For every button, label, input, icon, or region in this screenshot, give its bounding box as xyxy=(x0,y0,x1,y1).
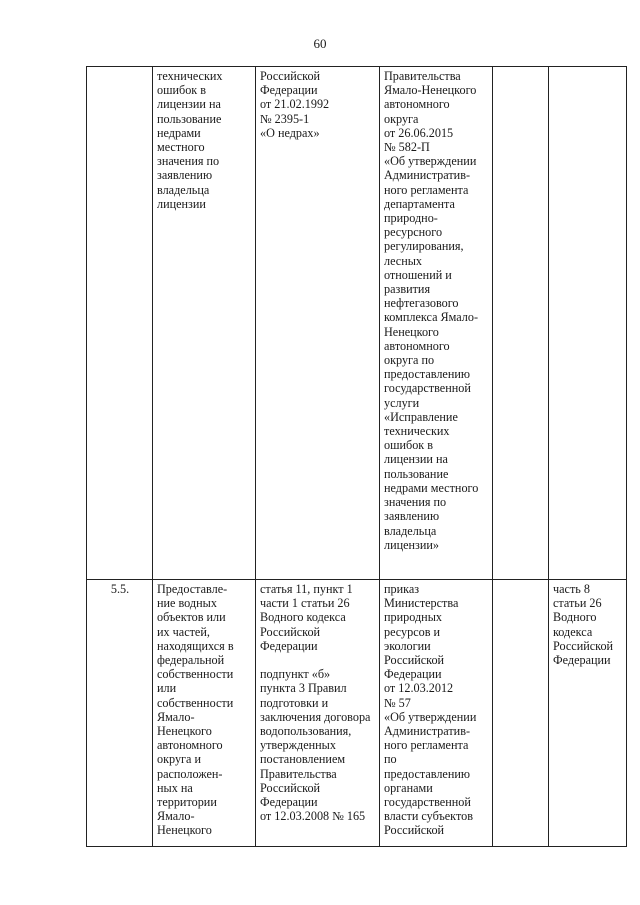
notes-cell xyxy=(549,67,627,580)
services-table xyxy=(86,66,627,847)
notes-cell: часть 8 статьи 26 Водного кодекса Российской Федерации xyxy=(549,580,627,847)
empty-cell xyxy=(493,67,549,580)
regulation-cell: приказ Министерства природных ресурсов и экологии Российской Федерации от 12.03.2012 № 57 «Об утверждении Административ- ного регламента по предоставлению органами государственной власти субъектов Российской xyxy=(380,580,493,847)
regulation-cell: Правительства Ямало-Ненецкого автономного округа от 26.06.2015 № 582-П «Об утверждении Административ- ного регламента департамента природно- ресурсного регулирования, лесных отношений и развития нефтегазового комплекса Ямало- Ненецкого автономного округа по предоставлению государственной услуги «Исправление технических ошибок в лицензии на пользование недрами местного значения по заявлению владельца лицензии» xyxy=(380,67,493,580)
service-name-cell: Предоставле- ние водных объектов или их частей, находящихся в федеральной собственности или собственности Ямало- Ненецкого автономного округа и расположен- ных на территории Ямало- Ненецкого xyxy=(153,580,256,847)
row-number-cell: 5.5. xyxy=(87,580,153,847)
legal-basis-cell: Российской Федерации от 21.02.1992 № 2395-1 «О недрах» xyxy=(256,67,380,580)
table-row xyxy=(87,67,627,580)
service-name-cell: технических ошибок в лицензии на пользование недрами местного значения по заявлению владельца лицензии xyxy=(153,67,256,580)
empty-cell xyxy=(493,580,549,847)
legal-basis-cell: статья 11, пункт 1 части 1 статьи 26 Водного кодекса Российской Федерации подпункт «б» пункта 3 Правил подготовки и заключения договора водопользования, утвержденных постановлением Правительства Российской Федерации от 12.03.2008 № 165 xyxy=(256,580,380,847)
row-number-cell xyxy=(87,67,153,580)
table-row xyxy=(87,580,627,847)
page-number: 60 xyxy=(313,36,327,51)
